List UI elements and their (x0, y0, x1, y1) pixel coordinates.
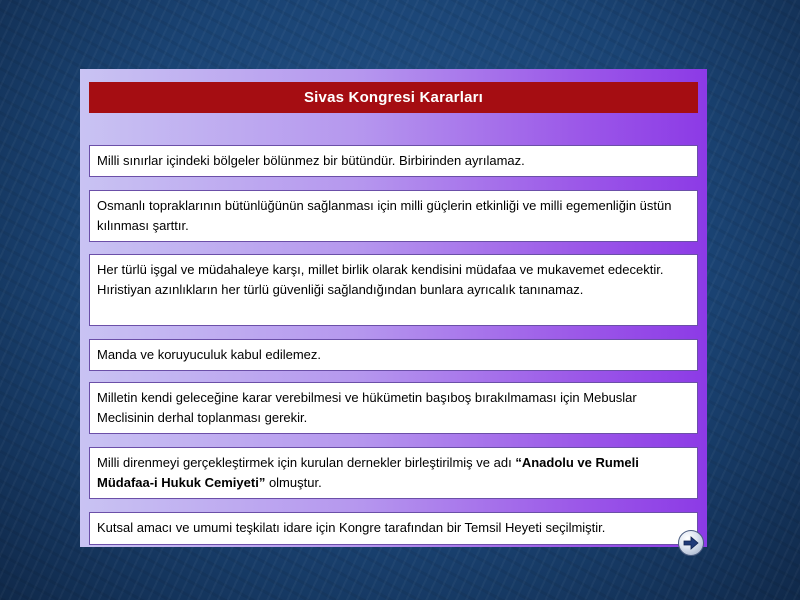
decision-text: Milli sınırlar içindeki bölgeler bölünmez bir bütündür. Birbirinden ayrılamaz. (97, 153, 525, 168)
forward-arrow-icon (683, 536, 699, 550)
decision-text: Kutsal amacı ve umumi teşkilatı idare için Kongre tarafından bir Temsil Heyeti seçilmiştir. (97, 520, 606, 535)
decision-text: Manda ve koruyuculuk kabul edilemez. (97, 347, 322, 362)
decision-text: Her türlü işgal ve müdahaleye karşı, millet birlik olarak kendisini müdafaa ve mukavemet edecektir. Hıristiyan azınlıkların her türlü güvenliği sağlandığından bunlara ayrıcalık tanınamaz. (97, 262, 664, 297)
decision-text-before: Milli direnmeyi gerçekleştirmek için kurulan dernekler birleştirilmiş ve adı (97, 455, 516, 470)
decision-item-4 (89, 339, 698, 371)
decision-item-3 (89, 254, 698, 326)
decision-text-after: olmuştur. (265, 475, 322, 490)
organization-name: “Anadolu ve Rumeli Müdafaa-i Hukuk Cemiyeti” (97, 455, 639, 490)
next-slide-button[interactable] (678, 530, 704, 556)
decision-item-5 (89, 382, 698, 434)
decision-item-6 (89, 447, 698, 499)
decision-text: Osmanlı topraklarının bütünlüğünün sağlanması için milli güçlerin etkinliği ve milli egemenliğin üstün kılınması şarttır. (97, 198, 672, 233)
slide-title: Sivas Kongresi Kararları (89, 82, 698, 113)
decision-text: Milletin kendi geleceğine karar verebilmesi ve hükümetin başıboş bırakılmaması için Mebuslar Meclisinin derhal toplanması gerekir. (97, 390, 637, 425)
decision-item-1 (89, 145, 698, 177)
decision-item-7 (89, 512, 698, 545)
decisions-panel (80, 69, 707, 547)
decision-item-2 (89, 190, 698, 242)
